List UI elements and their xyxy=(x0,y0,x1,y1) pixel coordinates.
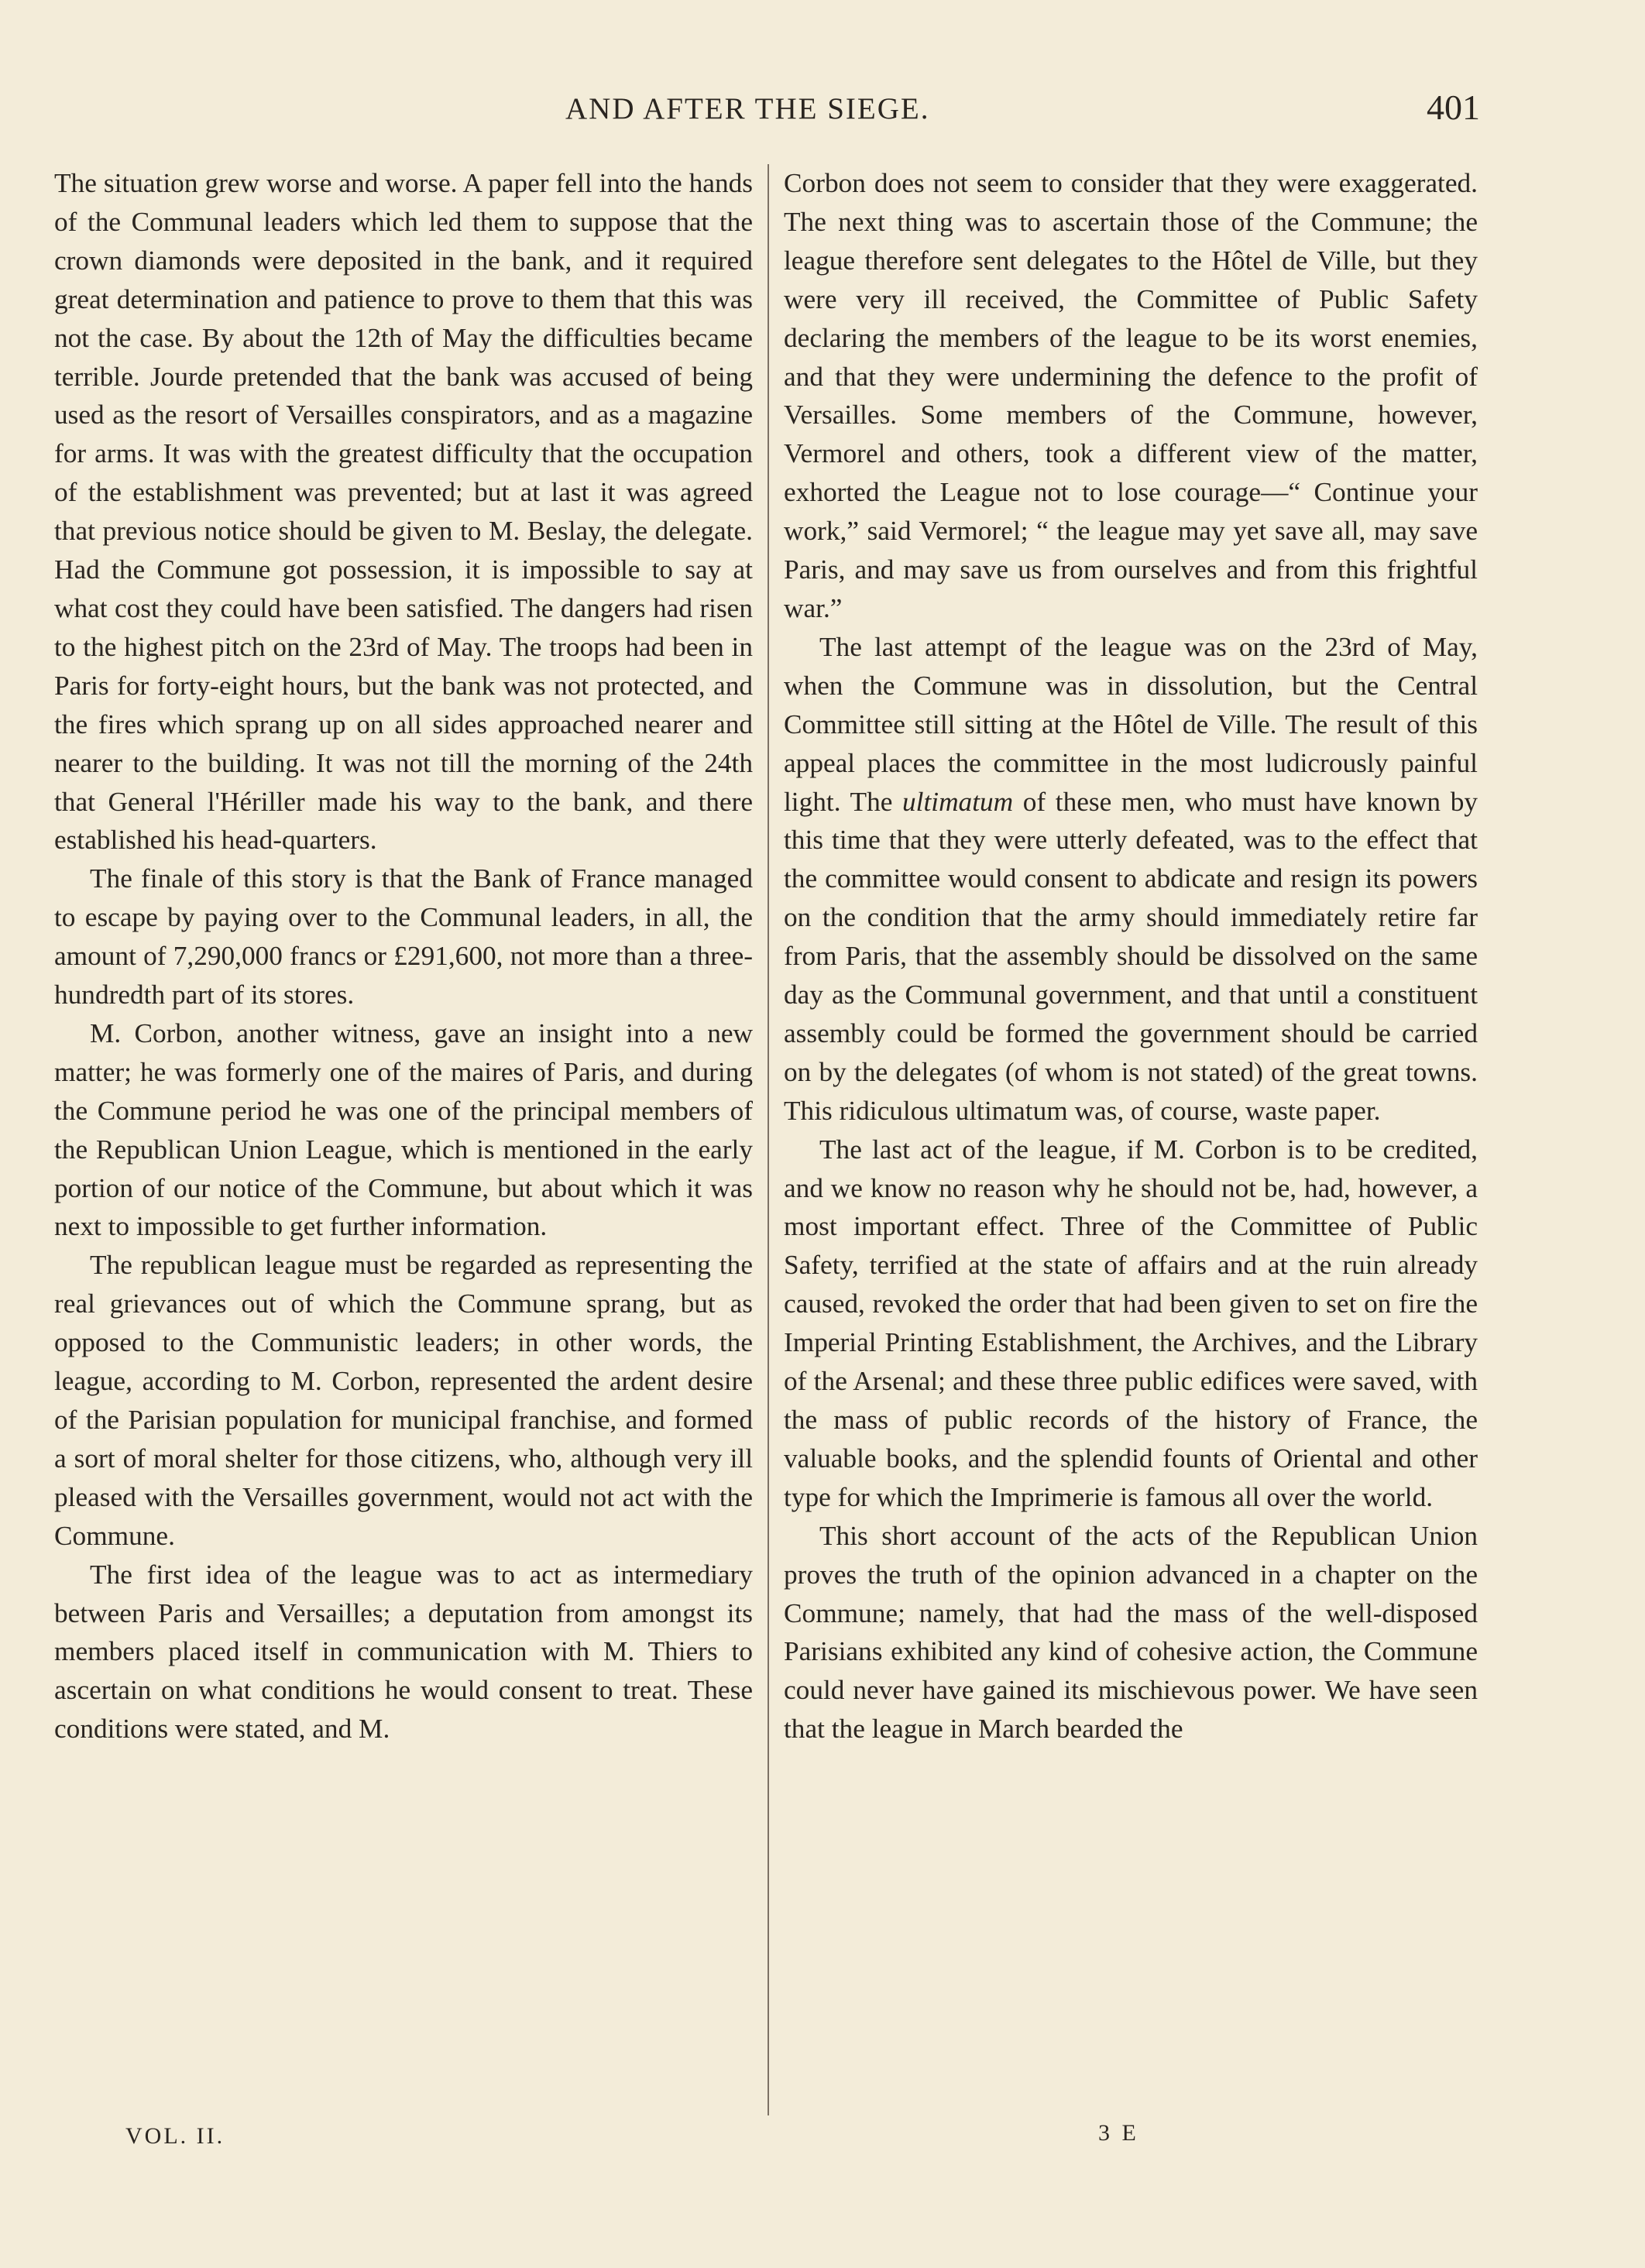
page-number: 401 xyxy=(1427,87,1480,127)
right-column xyxy=(784,164,1478,1748)
signature-mark: 3 E xyxy=(1098,2120,1139,2146)
paragraph-text: The last attempt of the league was on the 23rd of May, when the Commune was in dissolution, but the Central Committee still sitting at the Hôtel de Ville. The result of this appeal places the committee in the most ludicrously painful light. The xyxy=(784,631,1478,817)
volume-mark: VOL. II. xyxy=(125,2123,225,2149)
paragraph: The last act of the league, if M. Corbon is to be credited, and we know no reason why he should not be, had, however, a most important effect. Three of the Committee of Public Safety, terrified at the state of affairs and at the ruin already caused, revoked the order that had been given to set on fire the Imperial Printing Establishment, the Archives, and the Library of the Arsenal; and these three public edifices were saved, with the mass of public records of the history of France, the valuable books, and the splendid founts of Oriental and other type for which the Imprimerie is famous all over the world. xyxy=(784,1134,1478,1512)
paragraph: The situation grew worse and worse. A paper fell into the hands of the Communal leaders which led them to suppose that the crown diamonds were deposited in the bank, and it required great determination and patience to prove to them that this was not the case. By about the 12th of May the difficulties became terrible. Jourde pretended that the bank was accused of being used as the resort of Versailles conspirators, and as a magazine for arms. It was with the greatest difficulty that the occupation of the establishment was prevented; but at last it was agreed that previous notice should be given to M. Beslay, the delegate. Had the Commune got possession, it is impossible to say at what cost they could have been satisfied. The dangers had risen to the highest pitch on the 23rd of May. The troops had been in Paris for forty-eight hours, but the bank was not protected, and the fires which sprang up on all sides approached nearer and nearer to the building. It was not till the morning of the 24th that General l'Hériller made his way to the bank, and there established his head-quarters. xyxy=(54,168,753,856)
column-divider xyxy=(768,164,769,2115)
running-head: AND AFTER THE SIEGE. xyxy=(565,92,930,125)
paragraph: The republican league must be regarded as representing the real grievances out of which the Commune sprang, but as opposed to the Communistic leaders; in other words, the league, according to M. Corbon, represented the ardent desire of the Parisian population for municipal franchise, and formed a sort of moral shelter for those citizens, who, although very ill pleased with the Versailles government, would not act with the Commune. xyxy=(54,1250,753,1551)
paragraph: Corbon does not seem to consider that they were exaggerated. The next thing was to ascertain those of the Commune; the league therefore sent delegates to the Hôtel de Ville, but they were very ill received, the Committee of Public Safety declaring the members of the league to be its worst enemies, and that they were undermining the defence to the profit of Versailles. Some members of the Commune, however, Vermorel and others, took a different view of the matter, exhorted the League not to lose courage—“ Continue your work,” said Vermorel; “ the league may yet save all, may save Paris, and may save us from ourselves and from this frightful war.” xyxy=(784,168,1478,623)
paragraph xyxy=(784,628,1478,1131)
paragraph: The first idea of the league was to act as intermediary between Paris and Versailles; a deputation from amongst its members placed itself in communication with M. Thiers to ascertain on what conditions he would consent to treat. These conditions were stated, and M. xyxy=(54,1559,753,1745)
paragraph: M. Corbon, another witness, gave an insight into a new matter; he was formerly one of the maires of Paris, and during the Commune period he was one of the principal members of the Republican Union League, which is mentioned in the early portion of our notice of the Commune, but about which it was next to impossible to get further information. xyxy=(54,1017,753,1242)
paragraph: The finale of this story is that the Bank of France managed to escape by paying over to the Communal leaders, in all, the amount of 7,290,000 francs or £291,600, not more than a three-hundredth part of its stores. xyxy=(54,863,753,1010)
paragraph: This short account of the acts of the Republican Union proves the truth of the opinion advanced in a chapter on the Commune; namely, that had the mass of the well-disposed Parisians exhibited any kind of cohesive action, the Commune could never have gained its mischievous power. We have seen that the league in March bearded the xyxy=(784,1520,1478,1745)
left-column xyxy=(54,164,753,1748)
paragraph-text: of these men, who must have known by this time that they were utterly defeated, was to the effect that the committee would consent to abdicate and resign its powers on the condition that the army should immediately retire far from Paris, that the assembly should be dissolved on the same day as the Communal government, and that until a constituent assembly could be formed the government should be carried on by the delegates (of whom is not stated) of the great towns. This ridiculous ultimatum was, of course, waste paper. xyxy=(784,786,1478,1126)
italic-term: ultimatum xyxy=(902,786,1014,817)
